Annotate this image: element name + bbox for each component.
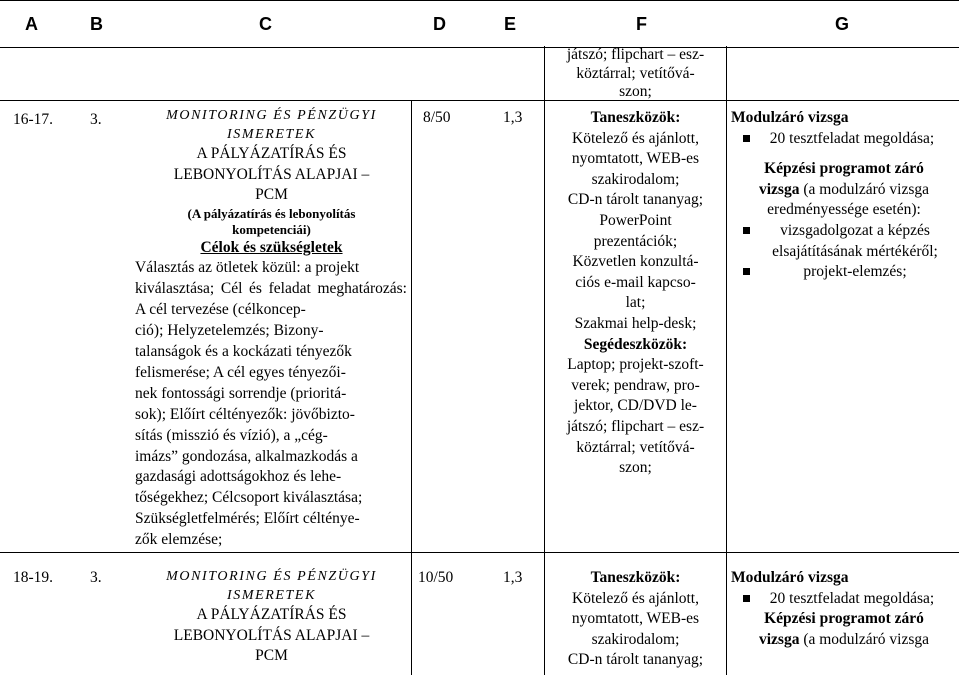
aids-heading: Segédeszközök:	[583, 335, 688, 353]
text-line: Választás az ötletek közül: a projekt	[135, 259, 360, 277]
row1-tools	[545, 108, 726, 479]
final-exam-condition: (a modulzáró vizsga	[799, 630, 930, 648]
text-line: Laptop; projekt-szoft-	[567, 356, 704, 374]
bullet-item: projekt-elemzés;	[731, 262, 957, 283]
text-line: nyomtatott, WEB-es	[571, 150, 700, 168]
module-title: PCM	[255, 647, 288, 665]
module-title: PCM	[255, 186, 288, 204]
final-exam-condition: (a modulzáró vizsga eredményessége esetén):	[767, 180, 930, 219]
text-line: ció); Helyzetelemzés; Bizony-	[135, 322, 324, 340]
text-line: CD-n tárolt tananyag;	[567, 651, 704, 669]
final-bullet-list	[731, 221, 957, 283]
col-header-a: A	[25, 14, 38, 34]
grid-line	[0, 100, 959, 101]
subject-title: ISMERETEK	[226, 588, 317, 603]
final-exam-title-2: vizsga	[758, 180, 800, 198]
col-header-c: C	[259, 14, 272, 34]
text-line: lat;	[625, 294, 646, 312]
text-line: prezentációk;	[593, 232, 678, 250]
module-title: LEBONYOLÍTÁS ALAPJAI –	[173, 165, 370, 183]
row1-module-description	[133, 106, 410, 551]
text-line: kiválasztása; Cél és feladat meghatározás: A cél tervezése (célkoncep-	[135, 280, 407, 319]
text-line: játszó; flipchart – esz-	[566, 46, 705, 63]
bullet-item: 20 tesztfeladat megoldása;	[731, 129, 957, 150]
text-line: tőségekhez; Célcsoport kiválasztása;	[135, 489, 363, 507]
exam-heading: Modulzáró vizsga	[731, 569, 849, 586]
module-title: A PÁLYÁZATÍRÁS ÉS	[196, 606, 347, 623]
text-line: Szakmai help-desk;	[574, 314, 697, 332]
row2-assessment	[731, 568, 957, 650]
text-line: sok); Előírt céltényezők: jövőbizto-	[135, 405, 355, 423]
text-line: jektor, CD/DVD le-	[574, 397, 697, 415]
row2-ratio: 1,3	[503, 569, 523, 586]
grid-line	[411, 100, 412, 675]
text-line: felismerése; A cél egyes tényezői-	[135, 363, 346, 381]
text-line: Közvetlen konzultá-	[572, 253, 699, 271]
text-line: nyomtatott, WEB-es	[571, 610, 700, 628]
grid-line	[726, 100, 727, 675]
row1-period: 16-17.	[13, 111, 54, 128]
text-line: köztárral; vetítővá-	[576, 64, 695, 82]
row2-period: 18-19.	[13, 569, 54, 586]
col-header-g: G	[835, 14, 850, 34]
row1-hours: 8/50	[423, 109, 451, 126]
col-header-d: D	[433, 14, 446, 34]
text-line: gazdasági adottságokhoz és lehe-	[135, 468, 342, 486]
text-line: játszó; flipchart – esz-	[566, 417, 705, 435]
grid-line	[726, 46, 727, 100]
col-header-e: E	[504, 14, 517, 34]
text-line: szon;	[619, 83, 652, 100]
text-line: imázs” gondozása, alkalmazkodás a	[135, 447, 358, 465]
text-line: nek fontossági sorrendje (prioritá-	[135, 384, 347, 402]
module-title: LEBONYOLÍTÁS ALAPJAI –	[173, 626, 370, 644]
text-line: Kötelező és ajánlott,	[572, 589, 699, 607]
subject-title: MONITORING ÉS PÉNZÜGYI	[166, 569, 377, 584]
competence-note: (A pályázatírás és lebonyolítás	[187, 205, 356, 221]
competence-note: kompetenciái)	[232, 221, 311, 237]
text-line: szakirodalom;	[591, 170, 680, 188]
content-body	[135, 258, 407, 551]
tools-heading: Taneszközök:	[590, 569, 681, 586]
subject-title: MONITORING ÉS PÉNZÜGYI	[166, 108, 377, 123]
final-exam-title: Képzési programot záró	[764, 610, 924, 628]
col-header-b: B	[90, 14, 103, 34]
text-line: CD-n tárolt tananyag;	[567, 191, 704, 209]
text-line: PowerPoint	[599, 211, 672, 229]
row2-number: 3.	[90, 569, 102, 586]
goals-heading: Célok és szükségletek	[200, 238, 343, 256]
row1-ratio: 1,3	[503, 109, 523, 126]
carry-over-aids	[545, 46, 726, 102]
bullet-item: 20 tesztfeladat megoldása;	[731, 589, 957, 610]
text-line: sítás (misszió és vízió), a „cég-	[135, 426, 328, 444]
text-line: zők elemzése;	[135, 531, 223, 549]
grid-line	[0, 552, 959, 553]
text-line: szon;	[619, 459, 652, 477]
row2-module-description	[133, 567, 410, 667]
bullet-item: vizsgadolgozat a képzés elsajátításának mértékéről;	[731, 221, 957, 262]
exam-bullet-list	[731, 129, 957, 150]
module-title: A PÁLYÁZATÍRÁS ÉS	[196, 145, 347, 162]
final-exam-title: Képzési programot záró	[764, 160, 924, 178]
exam-bullet-list	[731, 589, 957, 610]
row2-tools	[545, 568, 726, 671]
final-exam-heading	[731, 609, 957, 650]
text-line: ciós e-mail kapcso-	[575, 273, 696, 291]
exam-heading: Modulzáró vizsga	[731, 109, 849, 126]
final-exam-title-2: vizsga	[758, 630, 800, 648]
text-line: talanságok és a kockázati tényezők	[135, 343, 352, 360]
row1-number: 3.	[90, 111, 102, 128]
final-exam-heading	[731, 159, 957, 221]
text-line: verek; pendraw, pro-	[571, 376, 700, 394]
tools-heading: Taneszközök:	[590, 109, 681, 126]
row1-assessment	[731, 108, 957, 283]
col-header-f: F	[636, 14, 647, 34]
column-header-row	[0, 0, 959, 48]
row2-hours: 10/50	[418, 569, 454, 586]
text-line: Szükségletfelmérés; Előírt célténye-	[135, 510, 360, 528]
subject-title: ISMERETEK	[226, 127, 317, 142]
text-line: Kötelező és ajánlott,	[572, 129, 699, 147]
text-line: köztárral; vetítővá-	[576, 438, 695, 456]
text-line: szakirodalom;	[591, 630, 680, 648]
